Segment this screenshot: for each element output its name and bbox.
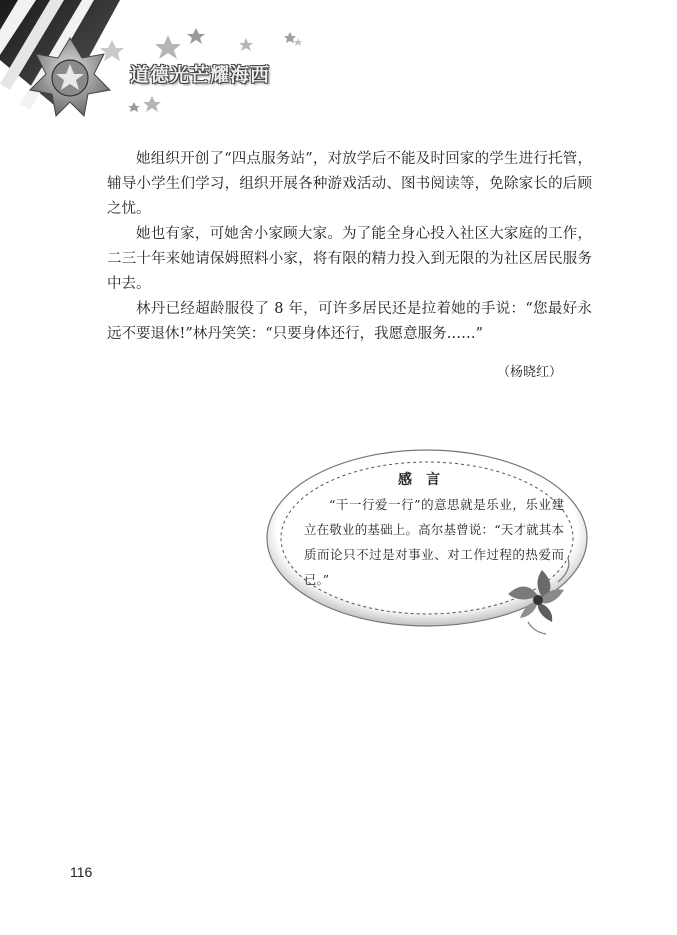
reflection-paragraph: “干一行爱一行”的意思就是乐业，乐业建立在敬业的基础上。高尔基曾说：“天才就其本质而论只不过是对事业、对工作过程的热爱而已。”	[304, 497, 564, 587]
reflection-title: 感言	[398, 472, 454, 488]
page-number: 116	[70, 864, 93, 880]
article-paragraph: 她也有家，可她舍小家顾大家。为了能全身心投入社区大家庭的工作，二三十年来她请保姆照料小家，将有限的精力投入到无限的为社区居民服务中去。	[107, 226, 592, 292]
reflection-text	[304, 492, 564, 592]
article-paragraph: 林丹已经超龄服役了 8 年，可许多居民还是拉着她的手说：“您最好永远不要退休!”林丹笑笑：“只要身体还行，我愿意服务……”	[107, 301, 592, 342]
article-paragraph: 她组织开创了“四点服务站”，对放学后不能及时回家的学生进行托管，辅导小学生们学习，组织开展各种游戏活动、图书阅读等，免除家长的后顾之忧。	[107, 151, 592, 217]
article-author: （杨晓红）	[497, 365, 563, 380]
article-body	[107, 147, 592, 347]
series-title: 道德光芒耀海西	[130, 64, 271, 86]
